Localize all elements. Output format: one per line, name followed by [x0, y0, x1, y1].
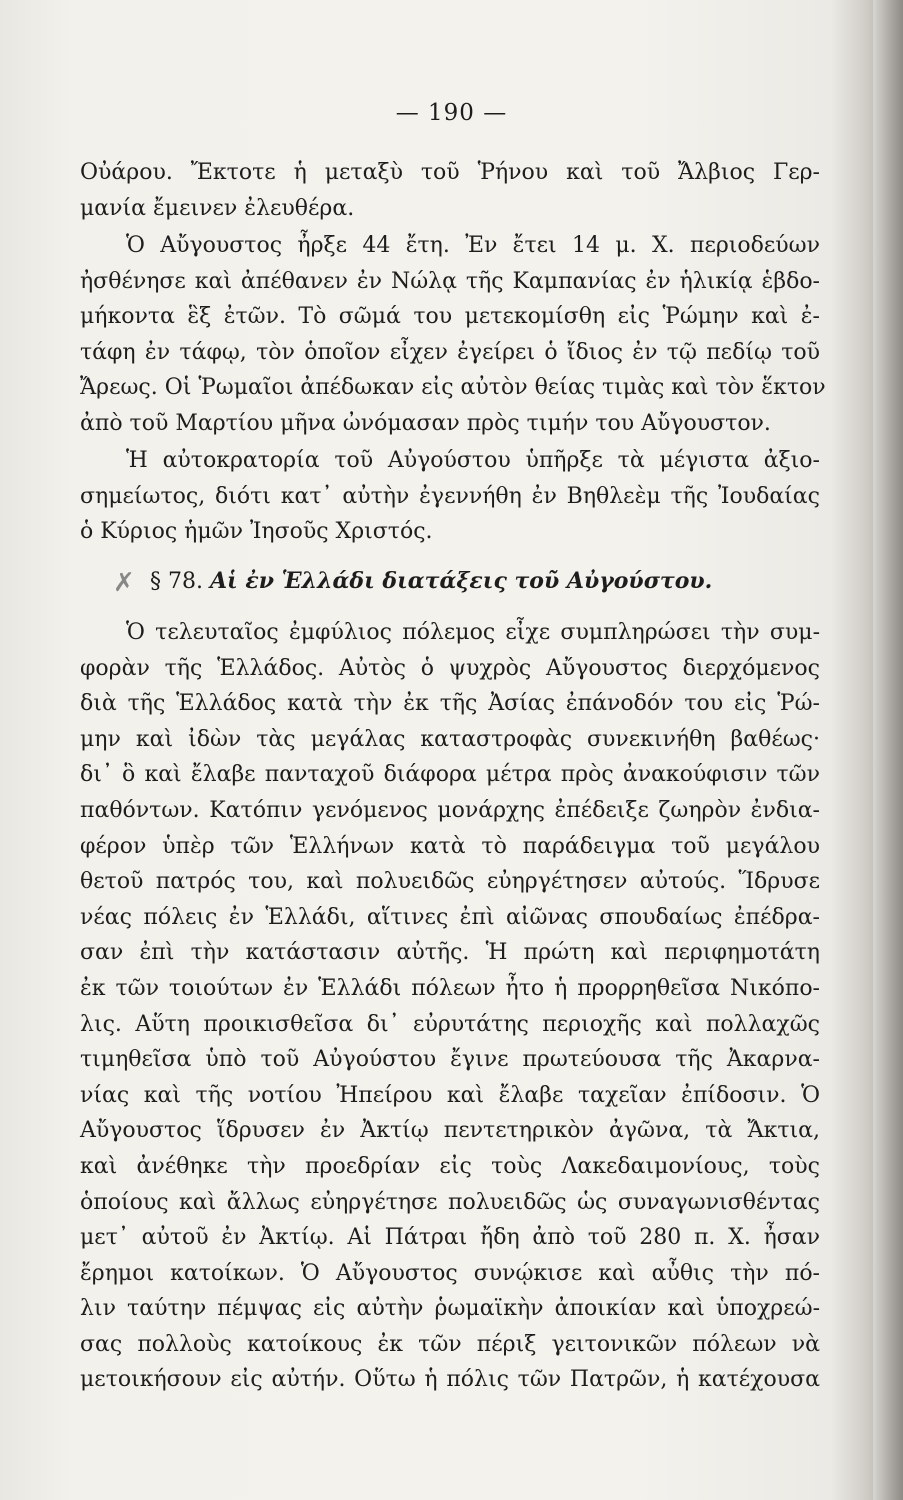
section-number: § 78.: [150, 569, 203, 594]
text-line: διὰ τῆς Ἑλλάδος κατὰ τὴν ἐκ τῆς Ἀσίας ἐπάνοδόν του εἰς Ῥώ-: [80, 691, 820, 717]
text-line: Οὐάρου. Ἔκτοτε ἡ μεταξὺ τοῦ Ῥήνου καὶ τοῦ Ἄλβιος Γερ-: [80, 160, 820, 185]
text-line: παθόντων. Κατόπιν γενόμενος μονάρχης ἐπέδειξε ζωηρὸν ἐνδια-: [80, 797, 820, 823]
text-line: φέρον ὑπὲρ τῶν Ἑλλήνων κατὰ τὸ παράδειγμα τοῦ μεγάλου: [80, 833, 820, 859]
text-line: ὁ Κύριος ἡμῶν Ἰησοῦς Χριστός.: [80, 519, 433, 545]
text-line: δι᾽ ὃ καὶ ἔλαβε πανταχοῦ διάφορα μέτρα πρὸς ἀνακούφισιν τῶν: [80, 762, 820, 788]
text-line: ἀπὸ τοῦ Μαρτίου μῆνα ὠνόμασαν πρὸς τιμήν του Αὔγουστον.: [80, 410, 771, 436]
text-line: μετ᾽ αὐτοῦ ἐν Ἀκτίῳ. Αἱ Πάτραι ἤδη ἀπὸ τοῦ 280 π. Χ. ἦσαν: [80, 1225, 820, 1251]
paragraph-4: [80, 615, 820, 1398]
text-line: μανία ἔμεινεν ἐλευθέρα.: [80, 195, 355, 221]
pencil-mark: ✗: [113, 568, 135, 598]
text-line: λιν ταύτην πέμψας εἰς αὐτὴν ῥωμαϊκὴν ἀποικίαν καὶ ὑποχρεώ-: [80, 1296, 820, 1322]
text-line: νέας πόλεις ἐν Ἑλλάδι, αἵτινες ἐπὶ αἰῶνας σπουδαίως ἐπέδρα-: [80, 904, 820, 930]
text-line: μετοικήσουν εἰς αὐτήν. Οὕτω ἡ πόλις τῶν Πατρῶν, ἡ κατέχουσα: [80, 1367, 820, 1393]
text-line: καὶ ἀνέθηκε τὴν προεδρίαν εἰς τοὺς Λακεδαιμονίους, τοὺς: [80, 1153, 820, 1179]
text-line: Ὁ τελευταῖος ἐμφύλιος πόλεμος εἶχε συμπληρώσει τὴν συμ-: [126, 620, 820, 645]
paragraph-3: [80, 443, 820, 550]
paragraph-2: [80, 228, 826, 442]
text-line: ἠσθένησε καὶ ἀπέθανεν ἐν Νώλᾳ τῆς Καμπανίας ἐν ἡλικίᾳ ἑβδο-: [80, 268, 820, 294]
text-line: φορὰν τῆς Ἑλλάδος. Αὐτὸς ὁ ψυχρὸς Αὔγουστος διερχόμενος: [80, 655, 820, 681]
section-heading: [150, 568, 712, 594]
text-line: λις. Αὕτη προικισθεῖσα δι᾽ εὐρυτάτης περιοχῆς καὶ πολλαχῶς: [80, 1011, 820, 1037]
text-line: Ὁ Αὔγουστος ἦρξε 44 ἔτη. Ἐν ἔτει 14 μ. Χ. περιοδεύων: [126, 233, 820, 258]
text-line: Αὔγουστος ἵδρυσεν ἐν Ἀκτίῳ πεντετηρικὸν ἀγῶνα, τὰ Ἄκτια,: [80, 1118, 820, 1144]
text-line: τιμηθεῖσα ὑπὸ τοῦ Αὐγούστου ἔγινε πρωτεύουσα τῆς Ἀκαρνα-: [80, 1047, 820, 1073]
text-line: ἐκ τῶν τοιούτων ἐν Ἑλλάδι πόλεων ἦτο ἡ προρρηθεῖσα Νικόπο-: [80, 975, 820, 1001]
text-line: μήκοντα ἓξ ἐτῶν. Τὸ σῶμά του μετεκομίσθη εἰς Ῥώμην καὶ ἐ-: [80, 304, 820, 330]
text-line: ἔρημοι κατοίκων. Ὁ Αὔγουστος συνῴκισε καὶ αὖθις τὴν πό-: [80, 1260, 820, 1286]
page-number: — 190 —: [395, 100, 508, 126]
text-line: νίας καὶ τῆς νοτίου Ἠπείρου καὶ ἔλαβε ταχεῖαν ἐπίδοσιν. Ὁ: [80, 1082, 820, 1108]
facing-page-edge: [873, 0, 903, 1500]
text-line: σαν ἐπὶ τὴν κατάστασιν αὐτῆς. Ἡ πρώτη καὶ περιφημοτάτη: [80, 940, 820, 966]
text-line: θετοῦ πατρός του, καὶ πολυειδῶς εὐηργέτησεν αὐτούς. Ἵδρυσε: [80, 869, 820, 895]
section-title: Αἱ ἐν Ἑλλάδι διατάξεις τοῦ Αὐγούστου.: [209, 568, 713, 594]
text-line: Ἡ αὐτοκρατορία τοῦ Αὐγούστου ὑπῆρξε τὰ μέγιστα ἀξιο-: [126, 448, 820, 473]
paragraph-1: [80, 155, 820, 226]
text-line: ὁποίους καὶ ἄλλως εὐηργέτησε πολυειδῶς ὡς συναγωνισθέντας: [80, 1189, 820, 1215]
text-line: μην καὶ ἰδὼν τὰς μεγάλας καταστροφὰς συνεκινήθη βαθέως·: [80, 726, 820, 752]
text-line: σας πολλοὺς κατοίκους ἐκ τῶν πέριξ γειτονικῶν πόλεων νὰ: [80, 1331, 820, 1357]
text-line: Ἄρεως. Οἱ Ῥωμαῖοι ἀπέδωκαν εἰς αὐτὸν θείας τιμὰς καὶ τὸν ἕκτον: [80, 375, 826, 401]
text-line: τάφη ἐν τάφῳ, τὸν ὁποῖον εἶχεν ἐγείρει ὁ ἴδιος ἐν τῷ πεδίῳ τοῦ: [80, 339, 820, 365]
text-line: σημείωτος, διότι κατ᾽ αὐτὴν ἐγεννήθη ἐν Βηθλεὲμ τῆς Ἰουδαίας: [80, 483, 820, 509]
